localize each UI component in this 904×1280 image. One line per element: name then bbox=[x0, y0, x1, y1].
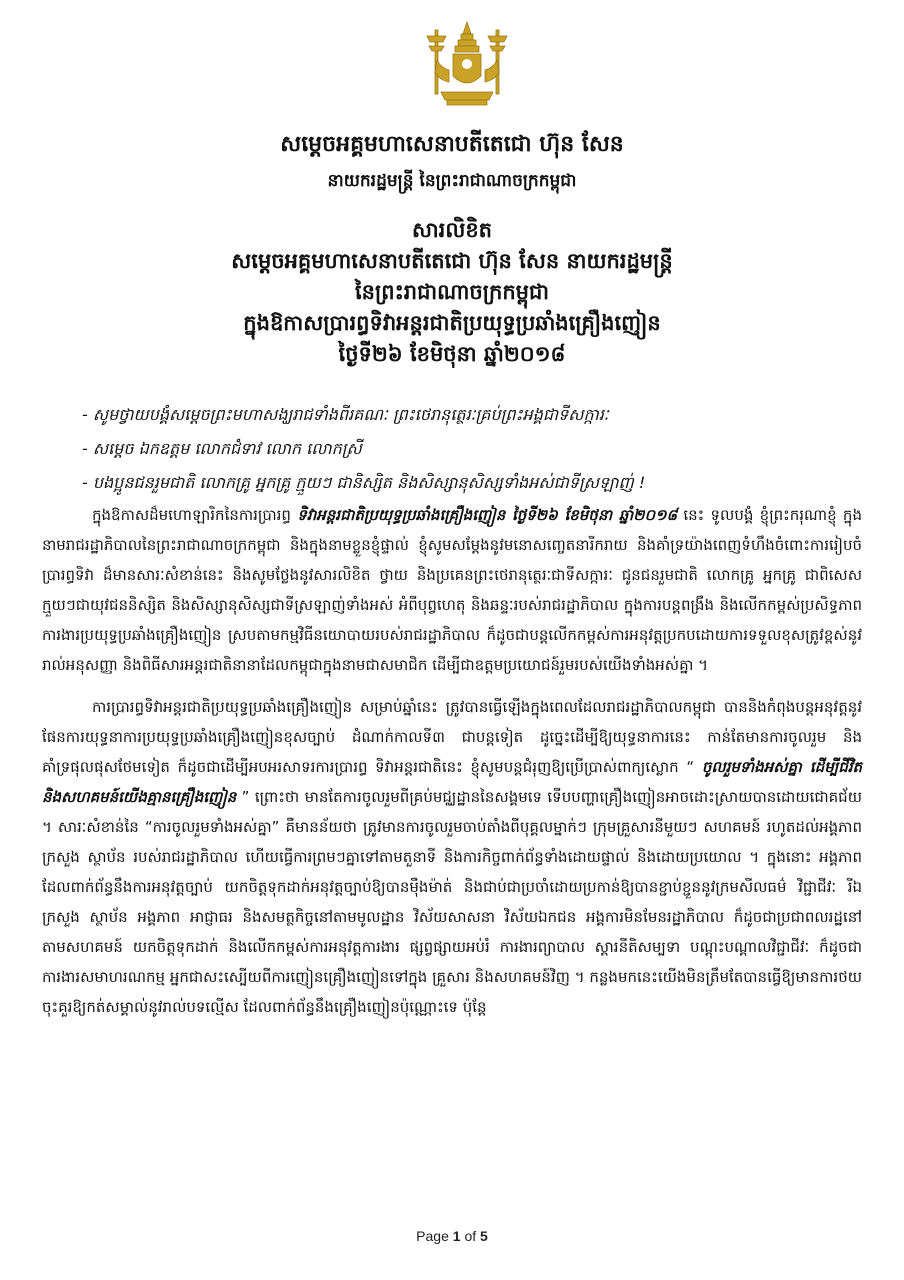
current-page-number: 1 bbox=[452, 1228, 461, 1244]
leader-name: សម្តេចអគ្គមហាសេនាបតីតេជោ ហ៊ុន សែន bbox=[280, 132, 624, 157]
total-pages-number: 5 bbox=[480, 1228, 488, 1244]
title-line-1: សារលិខិត bbox=[412, 218, 492, 242]
salutation-item: - សូមថ្វាយបង្គំសម្តេចព្រះមហាសង្ឃរាជទាំងពីរគណៈ ព្រះថេរានុត្ថេរៈគ្រប់ព្រះអង្គជាទីសក្ការៈ bbox=[82, 405, 609, 424]
paragraph-2-slogan: ចូលរួមទាំងអស់គ្នា ដើម្បីជីវិត និងសហគមន៍យើងគ្មានគ្រឿងញៀន bbox=[42, 758, 862, 806]
document-title bbox=[40, 215, 864, 370]
salutation-item: - បងប្អូនជនរួមជាតិ លោកគ្រូ អ្នកគ្រូ ក្មួយៗ ជានិស្សិត និងសិស្សានុសិស្សទាំងអស់ជាទីស្រឡាញ់ ! bbox=[82, 473, 646, 492]
paragraph-1 bbox=[42, 500, 862, 680]
page-footer bbox=[0, 1228, 904, 1244]
letter-body bbox=[42, 500, 862, 1034]
paragraph-1-emphasis: ទិវាអន្តរជាតិប្រយុទ្ធប្រឆាំងគ្រឿងញៀន ថ្ងៃទី២៦ ខែមិថុនា ឆ្នាំ២០១៨ bbox=[297, 506, 678, 524]
title-line-3: នៃព្រះរាជាណាចក្រកម្ពុជា bbox=[354, 280, 549, 304]
paragraph-1-text: នេះ ទូលបង្គំ ខ្ញុំព្រះករុណាខ្ញុំ ក្នុងនាមរាជរដ្ឋាភិបាលនៃព្រះរាជាណាចក្រកម្ពុជា និងក្នុងនាមខ្លួនខ្ញុំផ្ទាល់ ខ្ញុំសូមសម្តែងនូវមនោសញ្ចេតនារីករាយ និងគាំទ្រយ៉ាងពេញទំហឹងចំពោះការរៀបចំប្រារព្ធទិវា ដ៏មានសារៈសំខាន់នេះ និងសូមថ្លែងនូវសារលិខិត ថ្វាយ និងប្រគេនព្រះថេរានុត្ថេរៈជាទីសក្ការៈ ជូនជនរួមជាតិ លោកគ្រូ អ្នកគ្រូ ជាពិសេសក្មួយៗជាយុវជននិស្សិត និងសិស្សានុសិស្សជាទីស្រឡាញ់ទាំងអស់ អំពីបុព្វហេតុ និងឆន្ទៈរបស់រាជរដ្ឋាភិបាល ក្នុងការបន្តពង្រឹង និងលើកកម្ពស់ប្រសិទ្ធភាពការងារប្រយុទ្ធប្រឆាំងគ្រឿងញៀន ស្របតាមកម្មវិធីនយោបាយរបស់រាជរដ្ឋាភិបាល ក៏ដូចជាបន្តលើកកម្ពស់ការអនុវត្តប្រកបដោយការទទួលខុសត្រូវខ្ពស់នូវរាល់អនុសញ្ញា និងពិធីសារអន្តរជាតិនានាដែលកម្ពុជាក្នុងនាមជាសមាជិក ដើម្បីជាឧត្តមប្រយោជន៍រួមរបស់យើងទាំងអស់គ្នា ។ bbox=[42, 506, 862, 674]
salutation-list bbox=[82, 398, 862, 500]
page-word: Page bbox=[416, 1228, 449, 1244]
paragraph-1-intro: ក្នុងឱកាសដ៏មហោឡារិកនៃការប្រារព្ធ bbox=[92, 506, 298, 524]
of-word: of bbox=[464, 1228, 477, 1244]
title-line-5: ថ្ងៃទី២៦ ខែមិថុនា ឆ្នាំ២០១៨ bbox=[338, 342, 566, 366]
title-line-2: សម្តេចអគ្គមហាសេនាបតីតេជោ ហ៊ុន សែន នាយករដ្ឋមន្ត្រី bbox=[231, 249, 673, 273]
paragraph-2-text: ” ព្រោះថា មានតែការចូលរួមពីគ្រប់មជ្ឈដ្ឋាននៃសង្គមទេ ទើបបញ្ហាគ្រឿងញៀនអាចដោះស្រាយបានដោយជោគជ័យ ។ សារៈសំខាន់នៃ “ការចូលរួមទាំងអស់គ្នា” គឺមានន័យថា ត្រូវមានការចូលរួមចាប់តាំងពីបុគ្គលម្នាក់ៗ ក្រុមគ្រួសារនីមួយៗ សហគមន៍ រហូតដល់អង្គភាព ក្រសួង ស្ថាប័ន របស់រាជរដ្ឋាភិបាល ហើយធ្វើការព្រមៗគ្នាទៅតាមតួនាទី និងការកិច្ចពាក់ព័ន្ធទាំងដោយផ្ទាល់ និងដោយប្រយោល ។ ក្នុងនោះ អង្គភាព ដែលពាក់ព័ន្ធនឹងការអនុវត្តច្បាប់ យកចិត្តទុកដាក់អនុវត្តច្បាប់ឱ្យបានម៉ឺងម៉ាត់ និងជាប់ជាប្រចាំដោយប្រកាន់ឱ្យបានខ្ជាប់ខ្ជួននូវក្រមសីលធម៌ វិជ្ជាជីវៈ រីឯក្រសួង ស្ថាប័ន អង្គភាព អាជ្ញាធរ និងសមត្ថកិច្ចនៅតាមមូលដ្ឋាន វិស័យសាសនា វិស័យឯកជន អង្គការមិនមែនរដ្ឋាភិបាល ក៏ដូចជាប្រជាពលរដ្ឋនៅតាមសហគមន៍ យកចិត្តទុកដាក់ និងលើកកម្ពស់ការអនុវត្តការងារ ផ្សព្វផ្សាយអប់រំ ការងារព្យាបាល ស្តារនីតិសម្បទា បណ្តុះបណ្តាលវិជ្ជាជីវៈ ក៏ដូចជាការងារសមាហរណកម្ម អ្នកជាសះស្បើយពីការញៀនគ្រឿងញៀនទៅក្នុង គ្រួសារ និងសហគមន៍វិញ ។ កន្លងមកនេះយើងមិនត្រឹមតែបានធ្វើឱ្យមានការថយចុះគួរឱ្យកត់សម្គាល់នូវរាល់បទល្មើស ដែលពាក់ព័ន្ធនឹងគ្រឿងញៀនប៉ុណ្ណោះទេ ប៉ុន្តែ bbox=[42, 788, 862, 1016]
paragraph-2-intro: ការប្រារព្ធទិវាអន្តរជាតិប្រយុទ្ធប្រឆាំងគ្រឿងញៀន សម្រាប់ឆ្នាំនេះ ត្រូវបានធ្វើឡើងក្នុងពេលដែលរាជរដ្ឋាភិបាលកម្ពុជា បាននិងកំពុងបន្តអនុវត្តនូវផែនការយុទ្ធនាការប្រយុទ្ធប្រឆាំងគ្រឿងញៀនខុសច្បាប់ ដំណាក់កាលទី៣ ជាបន្តទៀត ដូច្នេះដើម្បីឱ្យយុទ្ធនាការនេះ កាន់តែមានការចូលរួម និងគាំទ្រផុលផុសថែមទៀត ក៏ដូចជាដើម្បីអបអរសាទរការប្រារព្ធ ទិវាអន្តរជាតិនេះ ខ្ញុំសូមបន្តជំរុញឱ្យប្រើប្រាស់ពាក្យស្លោក “ bbox=[42, 698, 862, 776]
royal-arms-emblem bbox=[417, 20, 517, 112]
salutation-item: - សម្តេច ឯកឧត្តម លោកជំទាវ លោក លោកស្រី bbox=[82, 439, 362, 458]
paragraph-2 bbox=[42, 692, 862, 1022]
title-line-4: ក្នុងឱកាសប្រារព្ធទិវាអន្តរជាតិប្រយុទ្ធប្រឆាំងគ្រឿងញៀន bbox=[243, 311, 661, 335]
leader-role: នាយករដ្ឋមន្ត្រី នៃព្រះរាជាណាចក្រកម្ពុជា bbox=[327, 171, 577, 191]
